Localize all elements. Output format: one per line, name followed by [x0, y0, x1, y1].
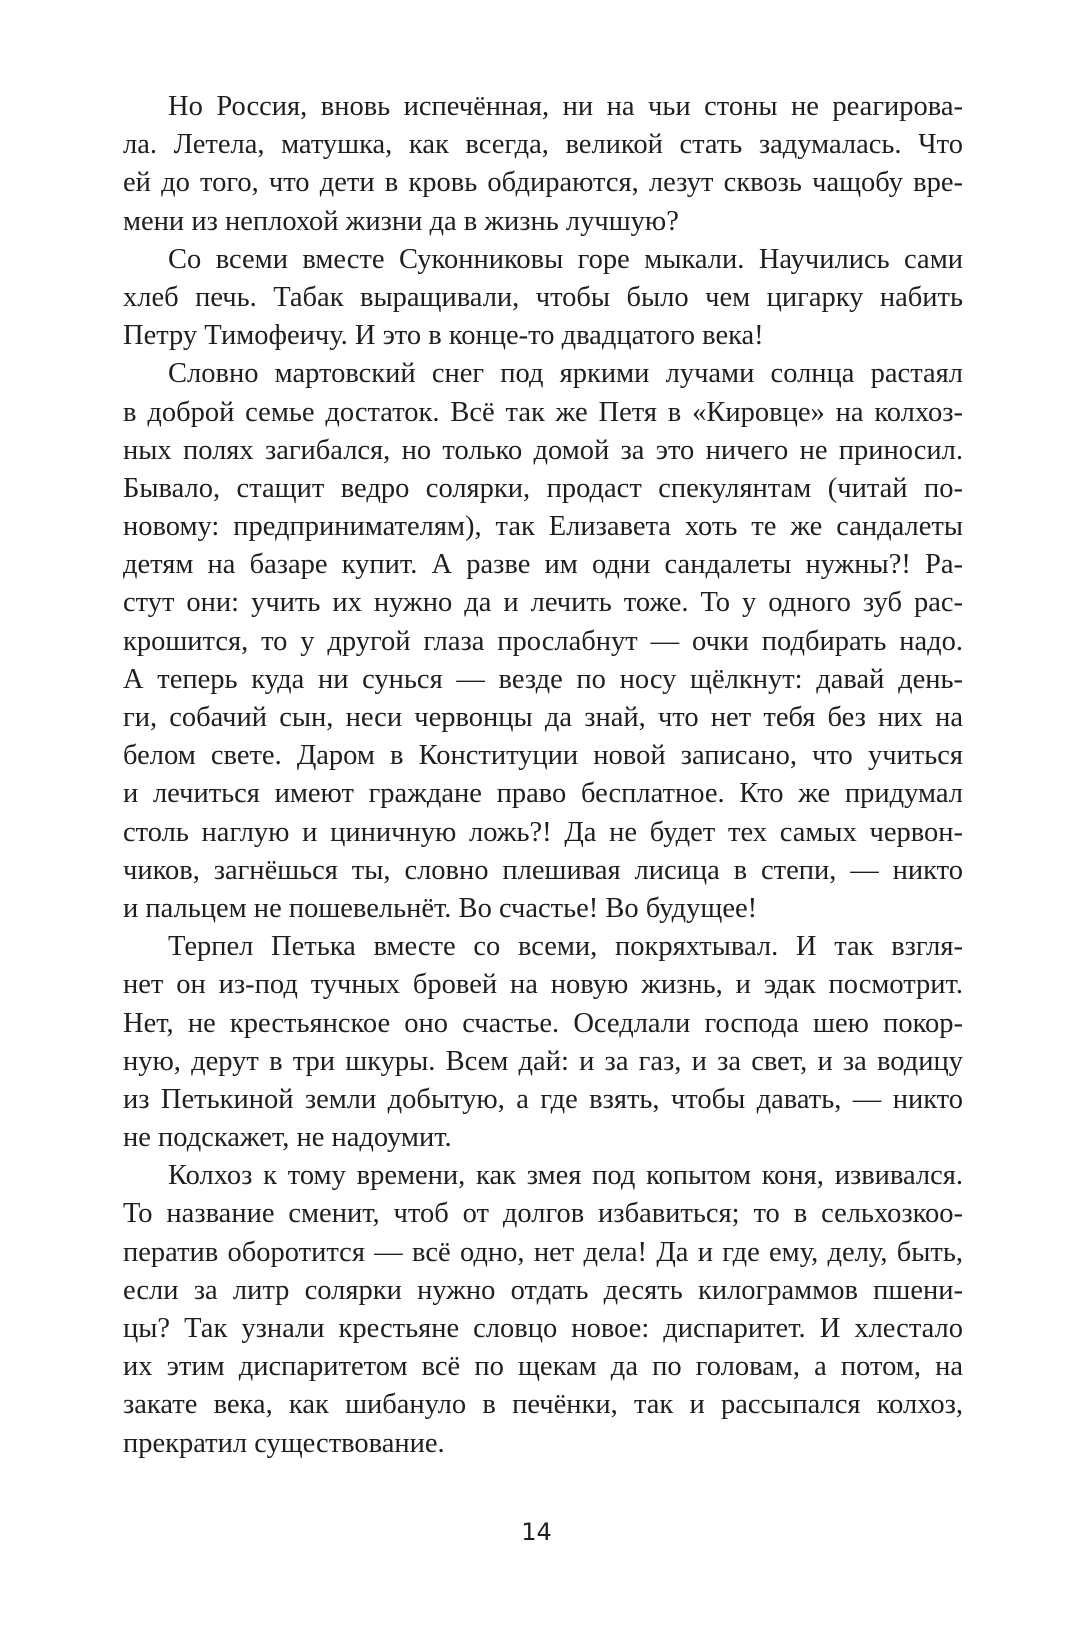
text-line: цы? Так узнали крестьяне словцо новое: диспаритет. И хлестало: [123, 1313, 963, 1344]
text-line: ги, собачий сын, неси червонцы да знай, что нет тебя без них на: [123, 702, 963, 733]
body-text: [123, 88, 963, 1463]
text-line: Нет, не крестьянское оно счастье. Оседлали господа шею покор-: [123, 1007, 963, 1039]
text-line: Но Россия, вновь испечённая, ни на чьи стоны не реагирова-: [168, 91, 963, 122]
text-line: мени из неплохой жизни да в жизнь лучшую?: [123, 205, 679, 237]
text-line: ную, дерут в три шкуры. Всем дай: и за газ, и за свет, и за водицу: [123, 1045, 963, 1077]
text-line: Петру Тимофеичу. И это в конце-то двадцатого века!: [123, 320, 764, 352]
text-line: ла. Летела, матушка, как всегда, великой стать задумалась. Что: [123, 129, 963, 161]
text-line: и пальцем не пошевельнёт. Во счастье! Во будущее!: [123, 892, 758, 924]
text-line: чиков, загнёшься ты, словно плешивая лисица в степи, — никто: [123, 854, 963, 886]
text-line: Терпел Петька вместе со всеми, покряхтывал. И так взгля-: [168, 931, 963, 963]
text-line: крошится, то у другой глаза прослабнут — очки подбирать надо.: [123, 625, 963, 657]
text-line: новому: предпринимателям), так Елизавета хоть те же сандалеты: [123, 511, 963, 543]
text-line: не подскажет, не надоумит.: [123, 1122, 452, 1154]
text-line: нет он из-под тучных бровей на новую жизнь, и эдак посмотрит.: [123, 969, 963, 1001]
text-line: ных полях загибался, но только домой за это ничего не приносил.: [123, 434, 963, 466]
text-line: А теперь куда ни сунься — везде по носу щёлкнут: давай день-: [123, 663, 963, 695]
text-line: ей до того, что дети в кровь обдираются, лезут сквозь чащобу вре-: [123, 167, 963, 199]
text-line: в доброй семье достаток. Всё так же Петя в «Кировце» на колхоз-: [123, 396, 963, 428]
text-line: Словно мартовский снег под яркими лучами солнца растаял: [168, 358, 963, 390]
text-line: Колхоз к тому времени, как змея под копытом коня, извивался.: [168, 1160, 963, 1192]
text-line: белом свете. Даром в Конституции новой записано, что учиться: [123, 740, 963, 772]
text-line: детям на базаре купит. А разве им одни сандалеты нужны?! Ра-: [123, 549, 963, 581]
text-line: закате века, как шибануло в печёнки, так и рассыпался колхоз,: [123, 1389, 963, 1421]
text-line: стут они: учить их нужно да и лечить тоже. То у одного зуб рас-: [123, 587, 963, 619]
text-line: и лечиться имеют граждане право бесплатное. Кто же придумал: [123, 778, 963, 810]
text-line: То название сменит, чтоб от долгов избавиться; то в сельхозкоо-: [123, 1198, 963, 1230]
text-line: хлеб печь. Табак выращивали, чтобы было чем цигарку набить: [123, 281, 963, 313]
text-line: если за литр солярки нужно отдать десять килограммов пшени-: [123, 1274, 963, 1306]
text-line: Со всеми вместе Суконниковы горе мыкали. Научились сами: [168, 243, 963, 275]
text-line: их этим диспаритетом всё по щекам да по головам, а потом, на: [123, 1351, 963, 1383]
text-line: ператив оборотится — всё одно, нет дела! Да и где ему, делу, быть,: [123, 1236, 963, 1268]
text-line: прекратил существование.: [123, 1427, 445, 1459]
text-line: столь наглую и циничную ложь?! Да не будет тех самых червон-: [123, 816, 963, 848]
text-line: из Петькиной земли добытую, а где взять, чтобы давать, — никто: [123, 1083, 963, 1115]
text-line: Бывало, стащит ведро солярки, продаст спекулянтам (читай по-: [123, 472, 963, 504]
page-number: 14: [521, 1518, 552, 1546]
